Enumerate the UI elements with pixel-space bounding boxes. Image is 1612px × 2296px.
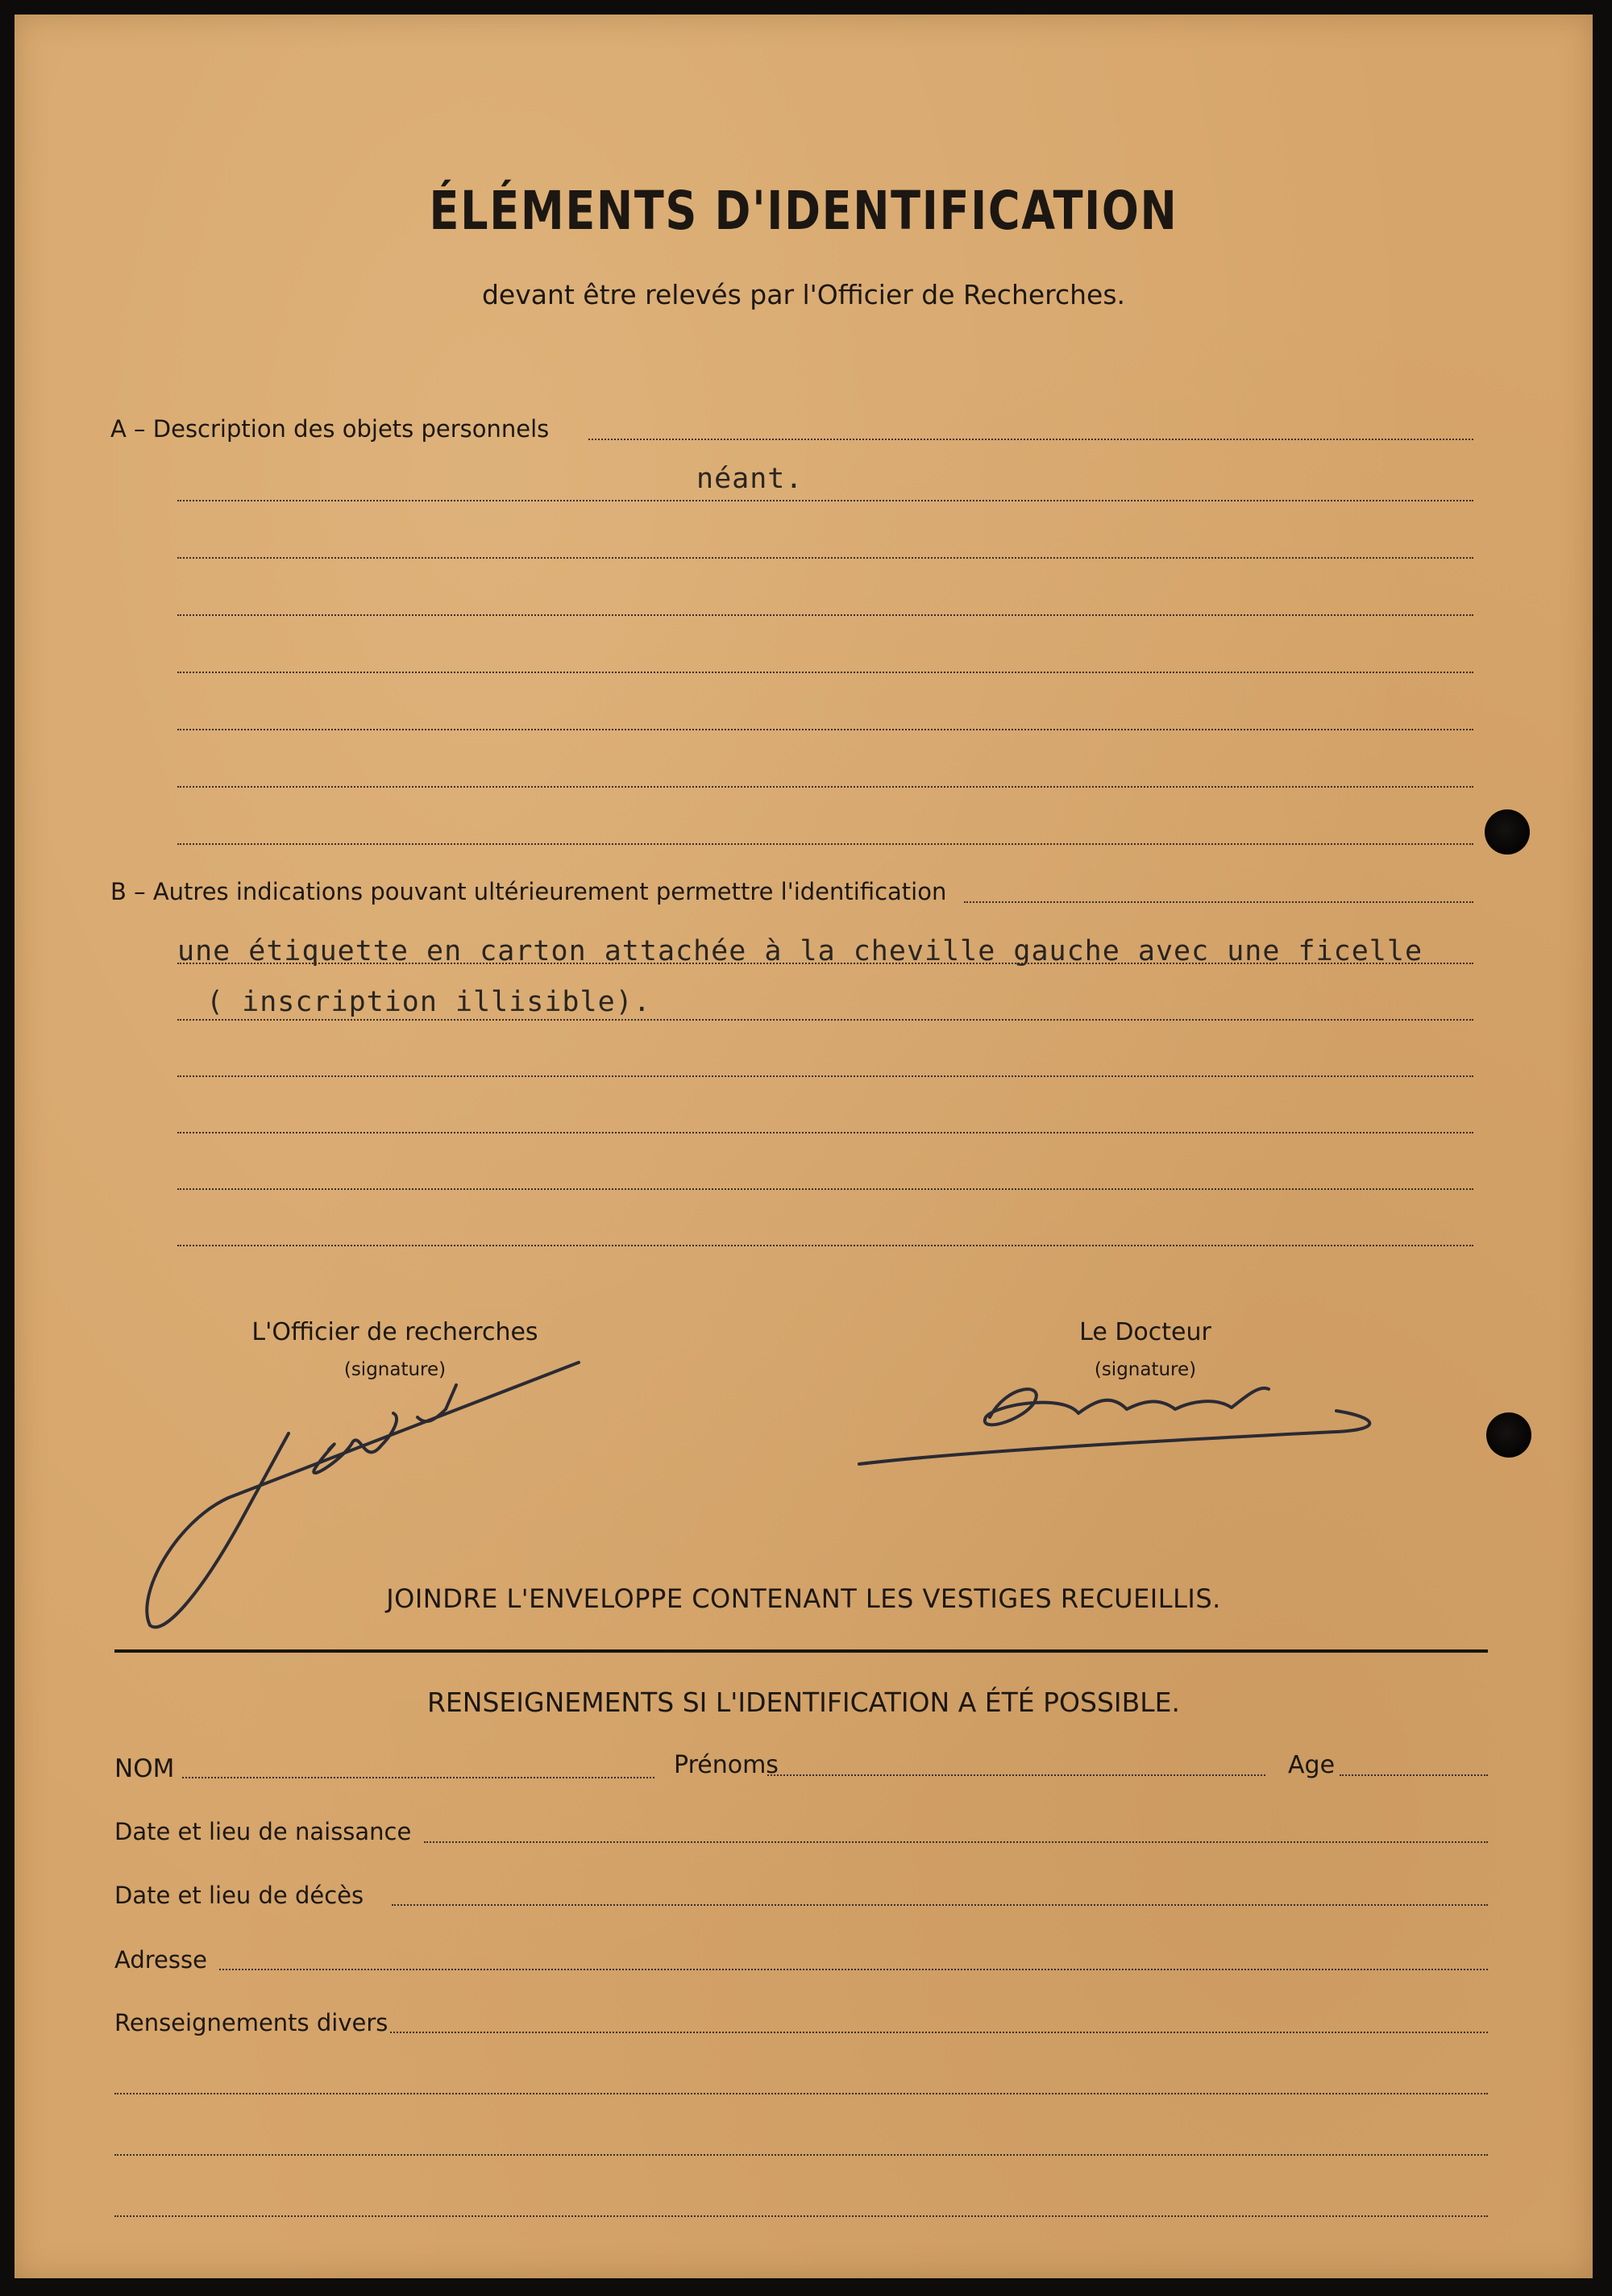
- doctor-signature-sub: (signature): [1094, 1359, 1197, 1380]
- divers-label: Renseignements divers: [114, 2009, 388, 2036]
- envelope-instruction: JOINDRE L'ENVELOPPE CONTENANT LES VESTIGES RECUEILLIS.: [386, 1583, 1221, 1614]
- document-title: ÉLÉMENTS D'IDENTIFICATION: [429, 180, 1178, 242]
- section-b-value-line2: ( inscription illisible).: [206, 986, 651, 1018]
- age-field[interactable]: [1340, 1774, 1488, 1776]
- section-b-label: B – Autres indications pouvant ultérieurement permettre l'identification: [110, 878, 947, 905]
- doctor-signature-mark: [859, 1411, 1369, 1464]
- document-sheet: [15, 15, 1593, 2278]
- section-divider: [114, 1649, 1488, 1653]
- age-label: Age: [1288, 1751, 1336, 1779]
- nom-label: NOM: [114, 1754, 175, 1783]
- adresse-label: Adresse: [114, 1946, 207, 1974]
- handwritten-signatures: [15, 15, 1593, 2278]
- prenoms-label: Prénoms: [674, 1751, 779, 1779]
- doctor-signature-label: Le Docteur: [1079, 1318, 1211, 1346]
- divers-field-line-1[interactable]: [390, 2032, 1488, 2033]
- adresse-field[interactable]: [219, 1969, 1488, 1970]
- naissance-label: Date et lieu de naissance: [114, 1818, 412, 1845]
- divers-field-line-2[interactable]: [114, 2093, 1488, 2094]
- document-subtitle: devant être relevés par l'Officier de Recherches.: [481, 279, 1126, 310]
- nom-field[interactable]: [182, 1777, 654, 1778]
- prenoms-field[interactable]: [767, 1774, 1265, 1776]
- divers-field-line-3[interactable]: [114, 2154, 1488, 2156]
- identification-heading: RENSEIGNEMENTS SI L'IDENTIFICATION A ÉTÉ POSSIBLE.: [427, 1687, 1180, 1718]
- divers-field-line-4[interactable]: [114, 2215, 1488, 2217]
- section-a-value: néant.: [696, 463, 804, 495]
- officer-signature-sub: (signature): [343, 1359, 447, 1380]
- punch-hole-bottom: [1486, 1412, 1531, 1458]
- naissance-field[interactable]: [424, 1841, 1488, 1843]
- officer-signature-label: L'Officier de recherches: [251, 1318, 538, 1346]
- punch-hole-top: [1485, 809, 1530, 855]
- section-a-label: A – Description des objets personnels: [110, 415, 550, 443]
- deces-field[interactable]: [392, 1904, 1488, 1906]
- section-b-value-line1: une étiquette en carton attachée à la cheville gauche avec une ficelle: [177, 935, 1423, 967]
- deces-label: Date et lieu de décès: [114, 1882, 364, 1909]
